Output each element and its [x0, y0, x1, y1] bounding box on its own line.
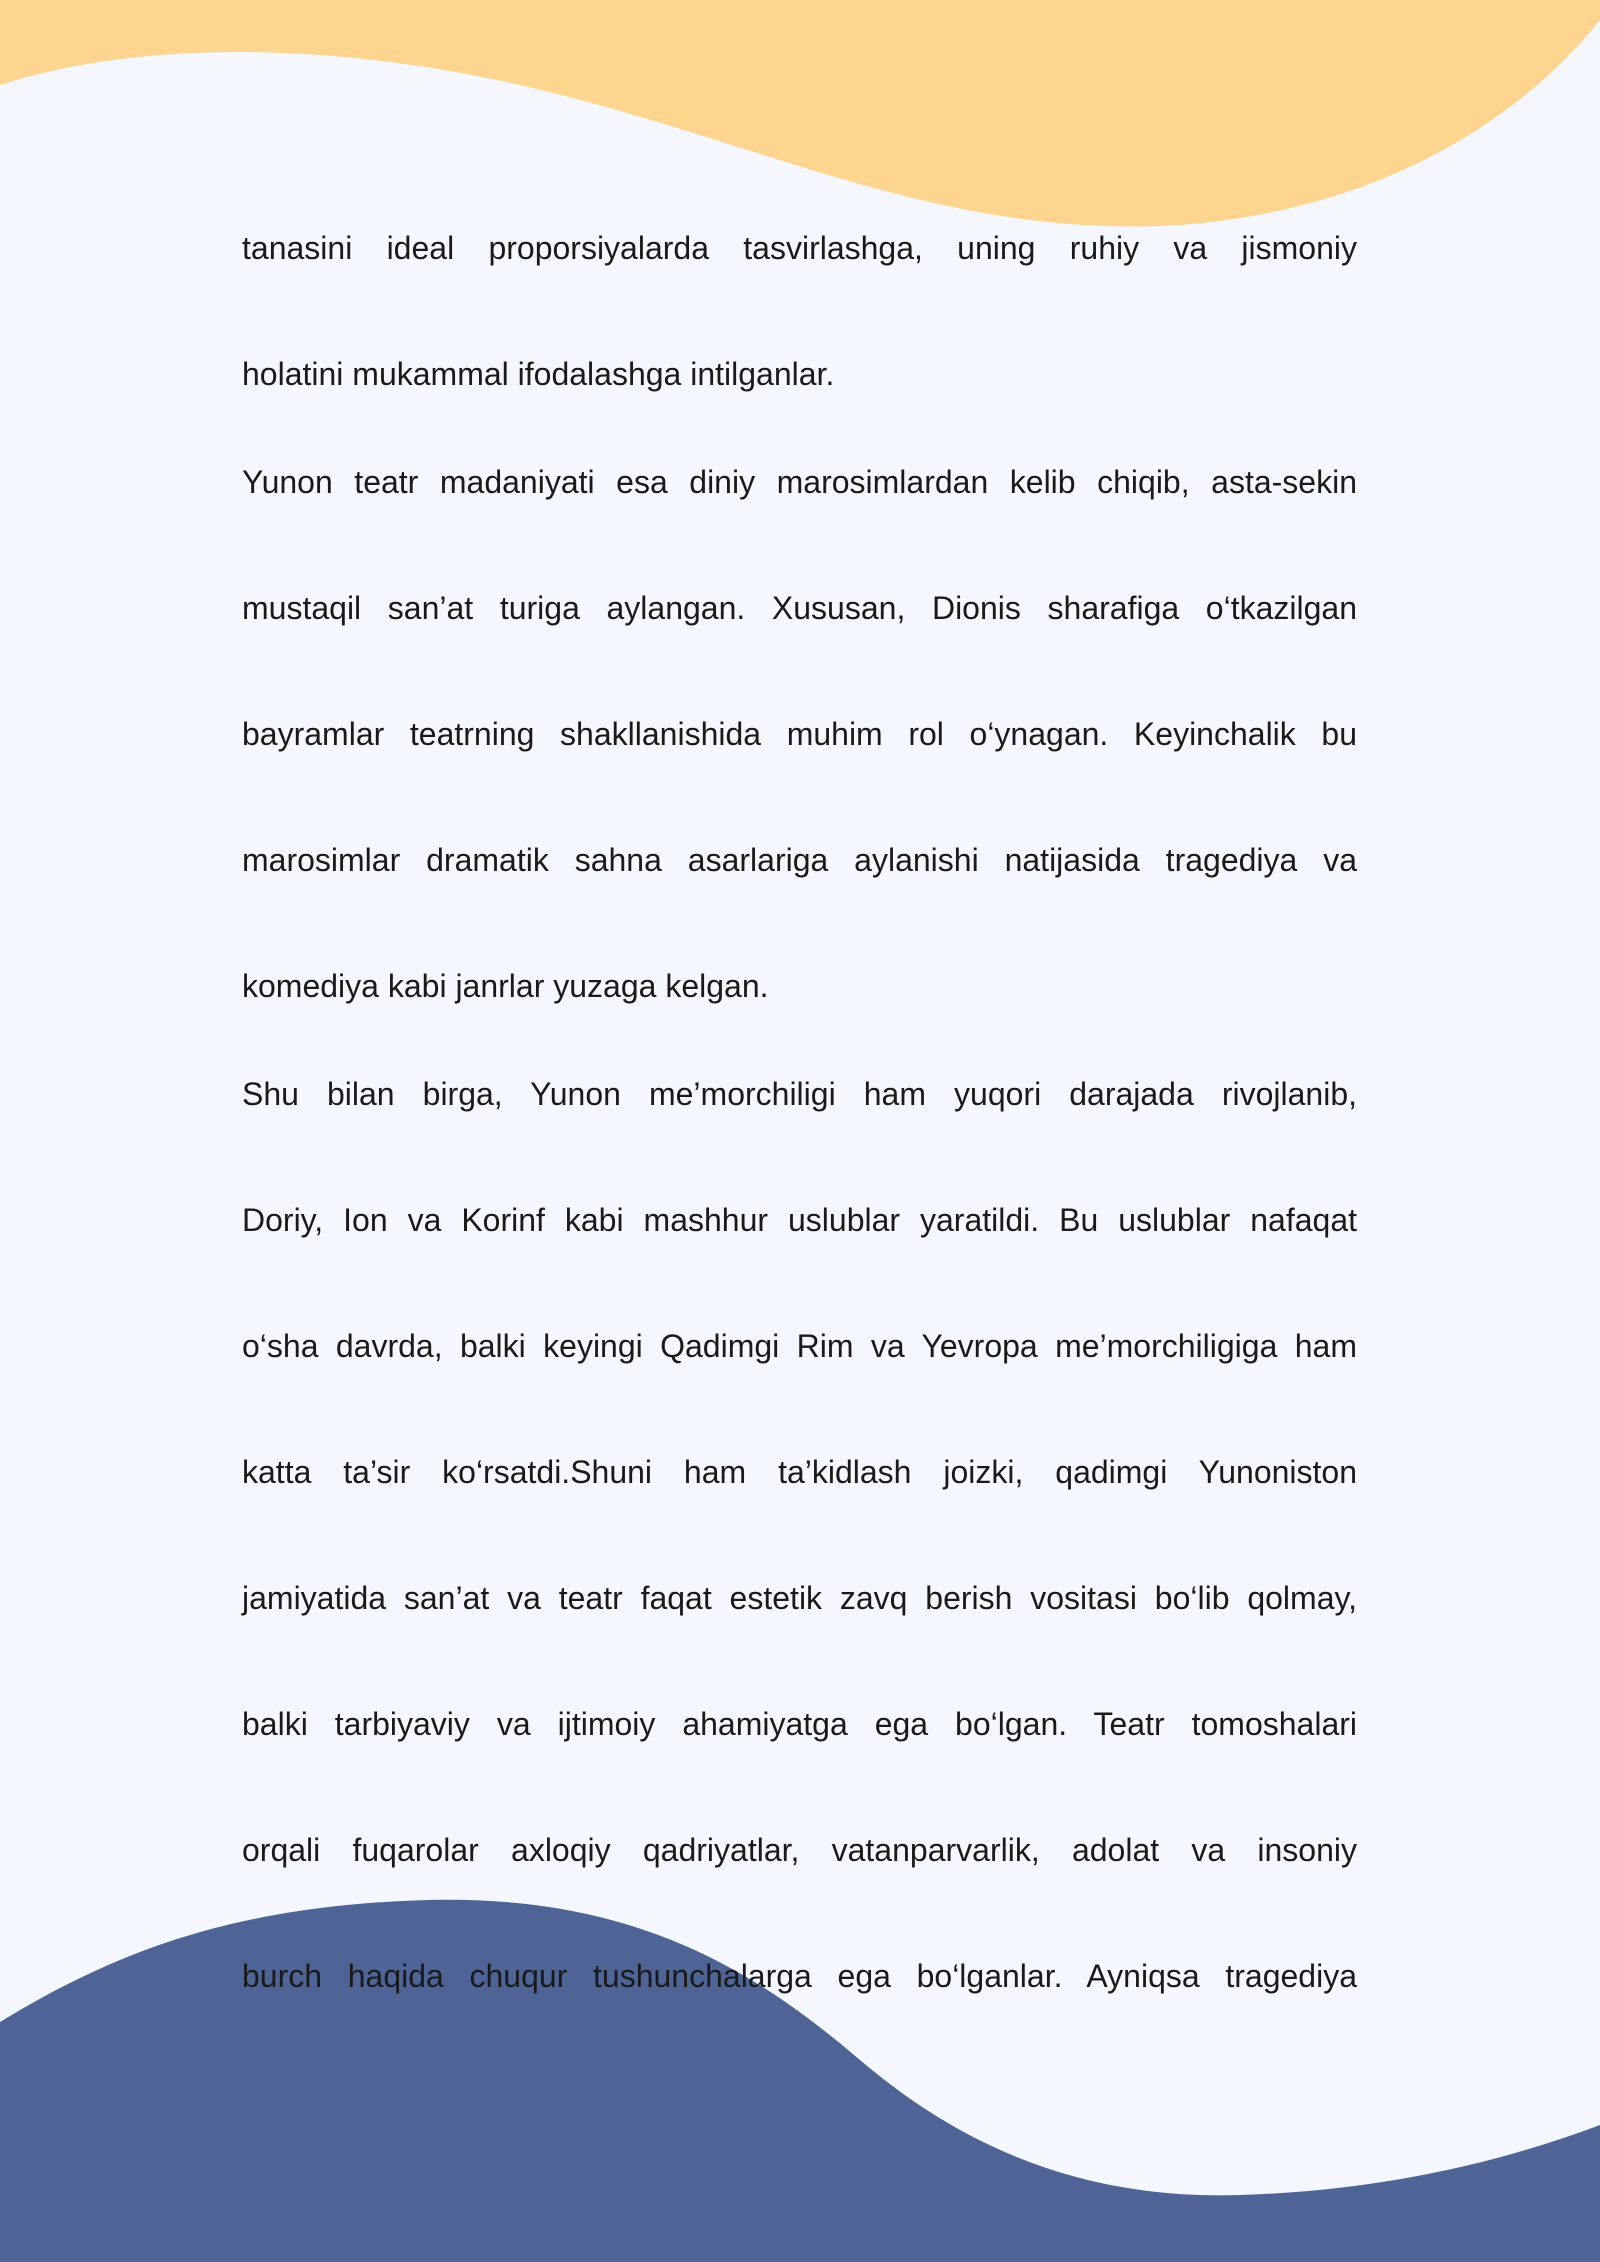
text-line: jamiyatida san’at va teatr faqat estetik zavq berish vositasi bo‘lib qolmay, — [242, 1580, 1357, 1616]
text-line: Doriy, Ion va Korinf kabi mashhur uslublar yaratildi. Bu uslublar nafaqat — [242, 1202, 1357, 1238]
text-line: Shu bilan birga, Yunon me’morchiligi ham yuqori darajada rivojlanib, — [242, 1076, 1357, 1112]
text-line: Yunon teatr madaniyati esa diniy marosimlardan kelib chiqib, asta-sekin — [242, 464, 1357, 500]
paragraph-1 — [242, 185, 1357, 437]
text-line: holatini mukammal ifodalashga intilganlar. — [242, 356, 835, 392]
paragraph-3 — [242, 1031, 1357, 2039]
text-line: o‘sha davrda, balki keyingi Qadimgi Rim va Yevropa me’morchiligiga ham — [242, 1328, 1357, 1364]
text-line: tanasini ideal proporsiyalarda tasvirlashga, uning ruhiy va jismoniy — [242, 230, 1357, 266]
text-line: komediya kabi janrlar yuzaga kelgan. — [242, 968, 769, 1004]
text-line: mustaqil san’at turiga aylangan. Xususan, Dionis sharafiga o‘tkazilgan — [242, 590, 1357, 626]
text-line: balki tarbiyaviy va ijtimoiy ahamiyatga ega bo‘lgan. Teatr tomoshalari — [242, 1706, 1357, 1742]
text-line: burch haqida chuqur tushunchalarga ega bo‘lganlar. Ayniqsa tragediya — [242, 1958, 1357, 1994]
paragraph-2 — [242, 419, 1357, 1049]
text-line: katta ta’sir ko‘rsatdi.Shuni ham ta’kidlash joizki, qadimgi Yunoniston — [242, 1454, 1357, 1490]
body-text — [242, 185, 1357, 2039]
text-line: orqali fuqarolar axloqiy qadriyatlar, vatanparvarlik, adolat va insoniy — [242, 1832, 1357, 1868]
text-line: marosimlar dramatik sahna asarlariga aylanishi natijasida tragediya va — [242, 842, 1357, 878]
text-line: bayramlar teatrning shakllanishida muhim rol o‘ynagan. Keyinchalik bu — [242, 716, 1357, 752]
